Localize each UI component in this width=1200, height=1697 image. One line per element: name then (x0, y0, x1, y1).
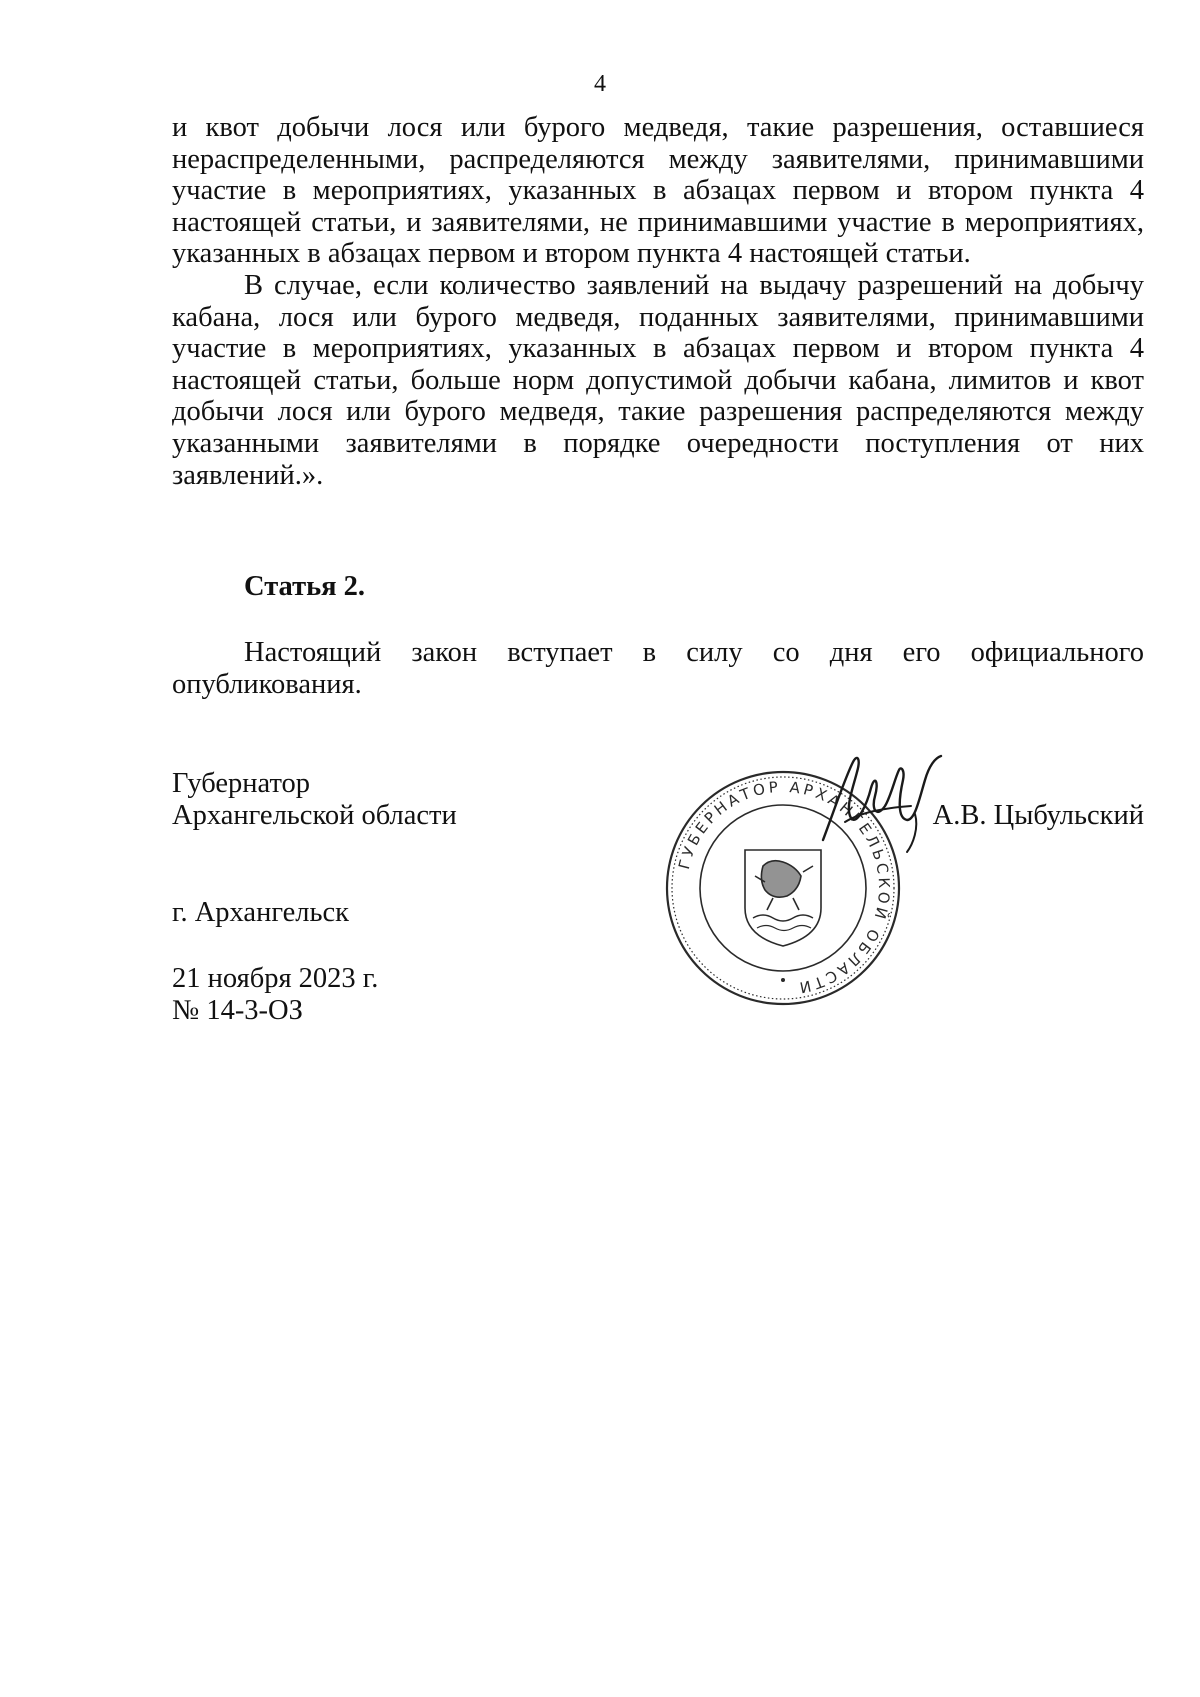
page-number: 4 (594, 71, 606, 97)
coat-of-arms-icon (745, 850, 821, 946)
seal-text: ГУБЕРНАТОР АРХАНГЕЛЬСКОЙ ОБЛАСТИ (674, 777, 894, 998)
body-text (172, 112, 1144, 491)
place-of-signing: г. Архангельск (172, 897, 350, 928)
paragraph-second: В случае, если количество заявлений на выдачу разрешений на добычу кабана, лося или бурого медведя, поданных заявителями, принимавшими участие в мероприятиях, указанных в абзацах первом и втором пункта 4 настоящей статьи, больше норм допустимой добычи кабана, лимитов и квот добычи лося или бурого медведя, такие разрешения распределяются между указанными заявителями в порядке очередности поступления от них заявлений.». (172, 269, 1144, 491)
article-heading: Статья 2. (244, 571, 366, 602)
paragraph-continuation: и квот добычи лося или бурого медведя, такие разрешения, оставшиеся нераспределенными, распределяются между заявителями, принимавшими участие в мероприятиях, указанных в абзацах первом и втором пункта 4 настоящей статьи, и заявителями, не принимавшими участие в мероприятиях, указанных в абзацах первом и втором пункта 4 настоящей статьи. (172, 112, 1144, 270)
date-and-number (172, 963, 378, 1026)
signatory-title-line2: Архангельской области (172, 799, 457, 831)
document-number: № 14-3-ОЗ (172, 994, 303, 1026)
document-date: 21 ноября 2023 г. (172, 963, 379, 994)
handwritten-signature-icon (815, 748, 950, 858)
signatory-title (172, 768, 457, 831)
signatory-title-line1: Губернатор (172, 768, 311, 799)
signatory-name: А.В. Цыбульский (932, 800, 1144, 831)
article-text: Настоящий закон вступает в силу со дня его официального опубликования. (172, 637, 1144, 700)
article-body (172, 637, 1144, 700)
